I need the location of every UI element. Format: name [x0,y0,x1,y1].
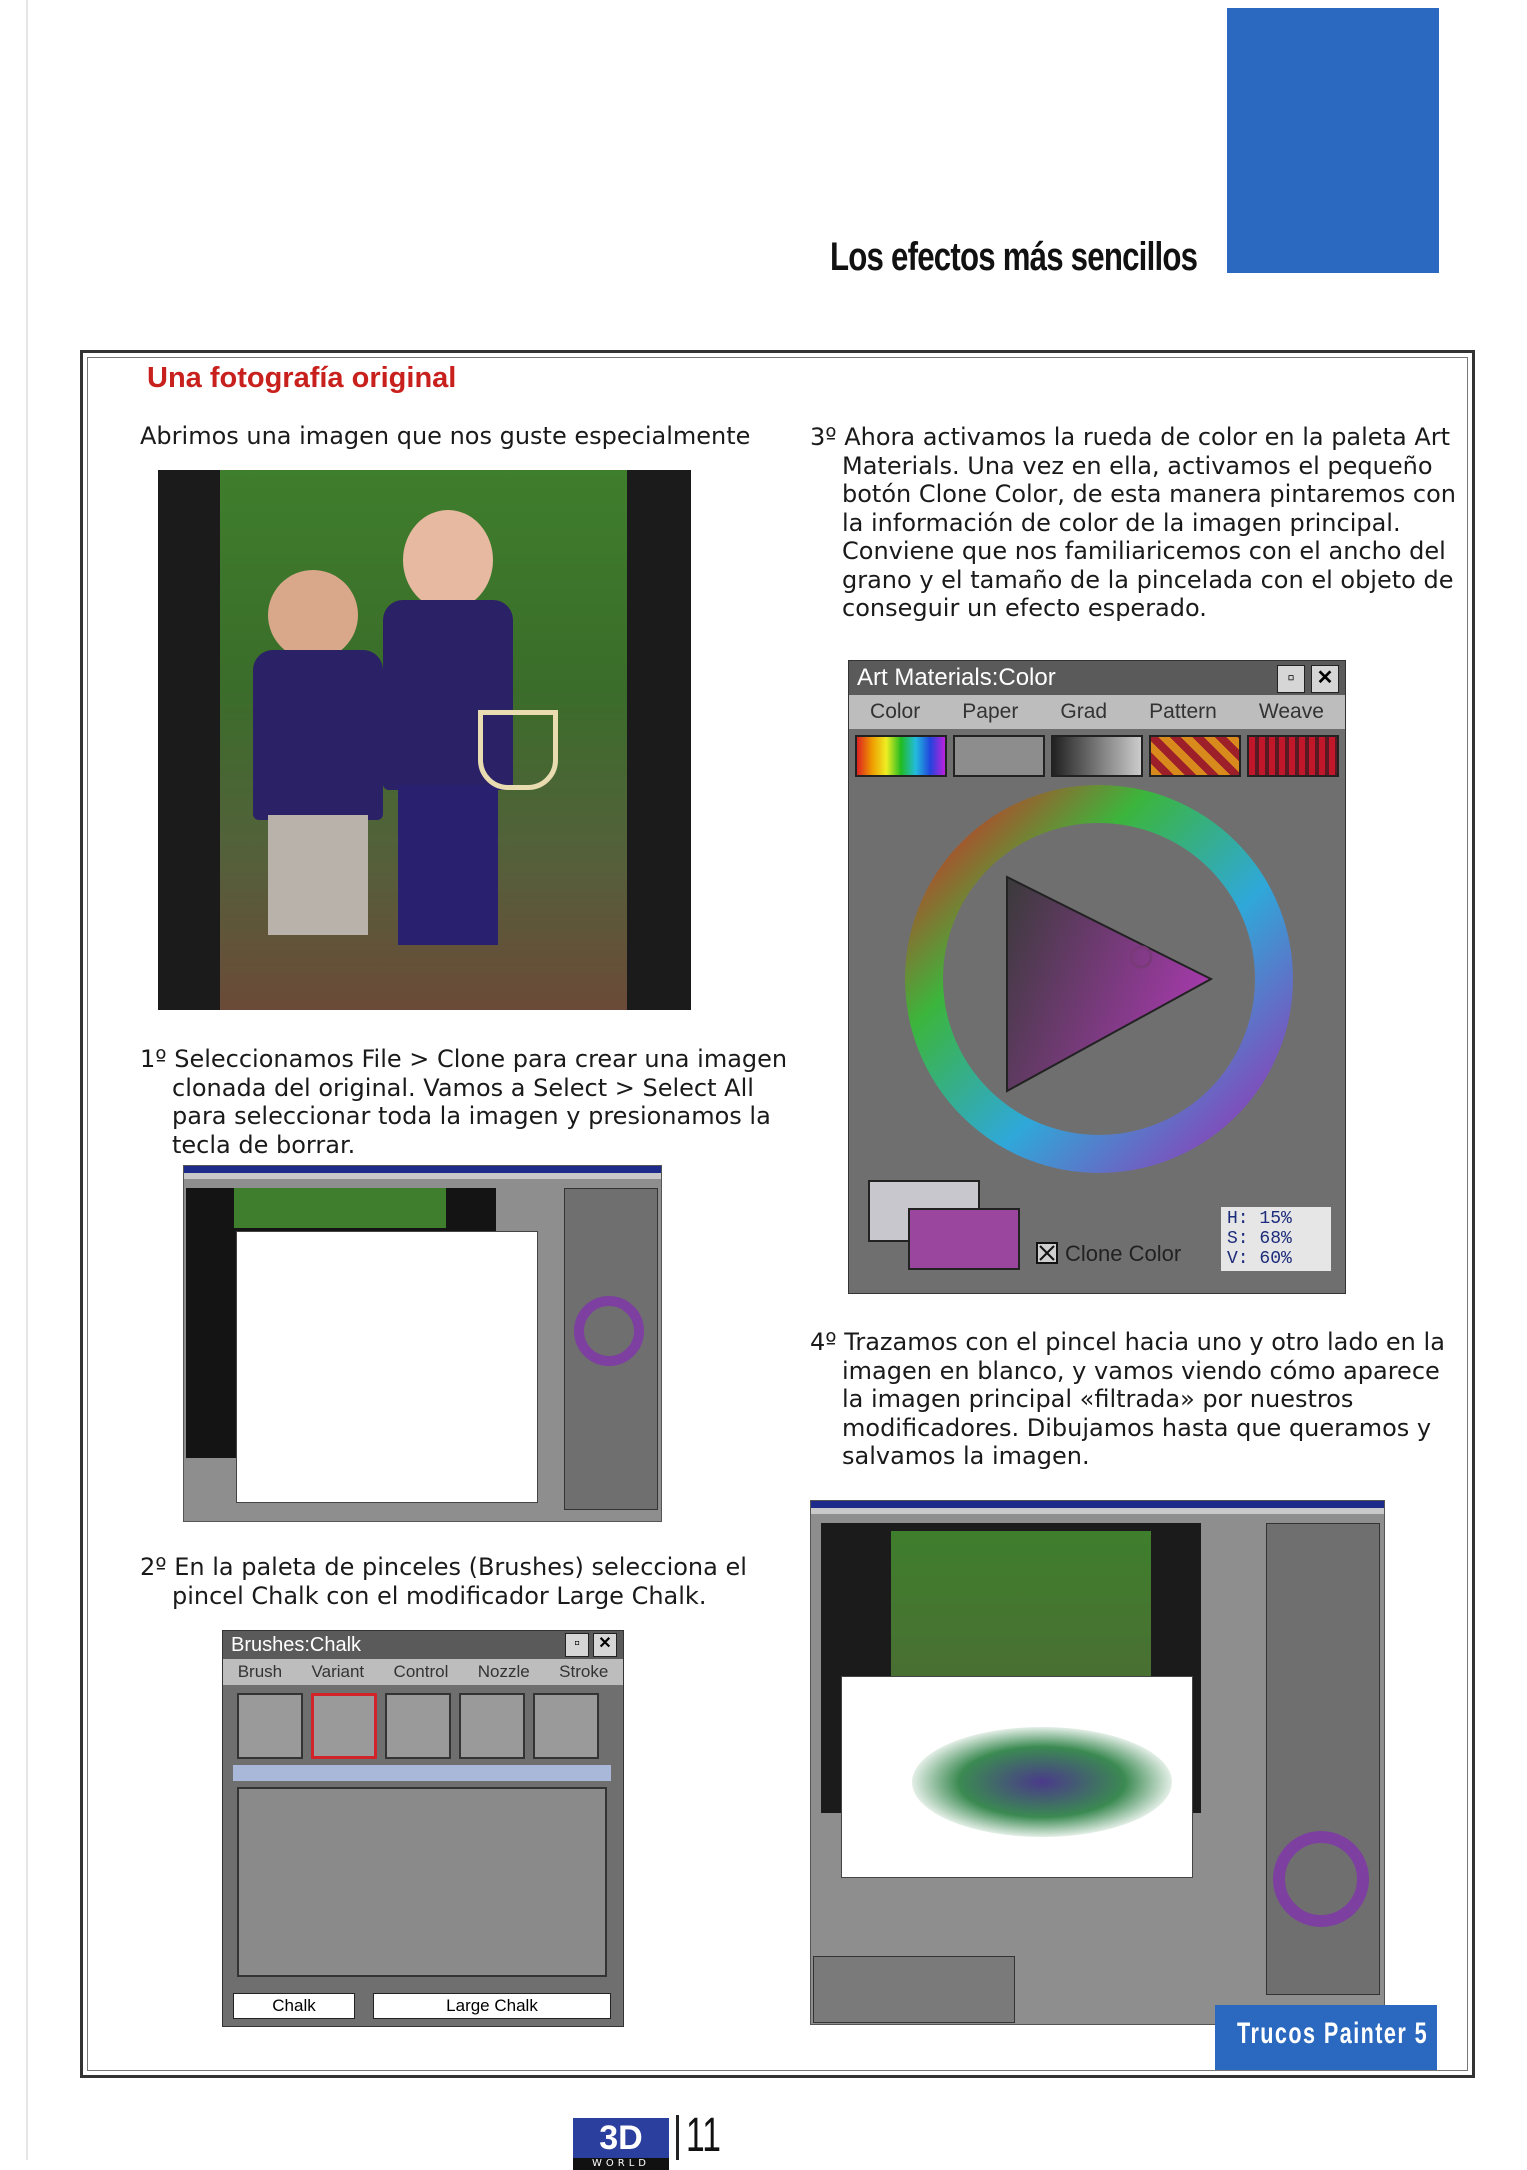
clone-image-window [236,1231,538,1503]
tab-variant[interactable]: Variant [311,1662,365,1681]
pen-icon[interactable] [385,1693,451,1759]
weave-swatch[interactable] [1247,735,1339,777]
section-footer-bar [1215,2005,1437,2070]
close-button[interactable]: ✕ [1311,665,1339,693]
app-menu-bar [811,1508,1384,1514]
art-materials-tab-bar [849,695,1345,729]
brushes-title: Brushes:Chalk [223,1631,623,1659]
hue-value: H: 15% [1227,1209,1292,1229]
app-title-bar [184,1166,661,1173]
logo-world: WORLD [573,2158,669,2170]
page-number: 11 [686,2109,721,2162]
brush-icon[interactable] [237,1693,303,1759]
variant-name-field[interactable]: Large Chalk [373,1993,611,2019]
intro-text: Abrimos una imagen que nos guste especialmente [140,422,751,450]
tab-control[interactable]: Control [393,1662,449,1681]
magazine-logo [573,2118,669,2170]
saturation-triangle[interactable] [1007,877,1211,1091]
brush-controls-palette [813,1956,1015,2023]
brushes-tab-bar [223,1659,623,1685]
restore-button[interactable]: ▫ [1277,665,1305,693]
tab-stroke[interactable]: Stroke [559,1662,609,1681]
airbrush-icon[interactable] [459,1693,525,1759]
tab-weave[interactable]: Weave [1258,700,1324,723]
art-materials-palette [848,660,1346,1294]
page-number-divider [676,2115,679,2160]
app-title-bar [811,1501,1384,1508]
close-button[interactable]: ✕ [593,1633,617,1657]
pencil-icon[interactable] [533,1693,599,1759]
section-footer-label: Trucos Painter 5 [1237,2017,1429,2050]
paper-swatch[interactable] [953,735,1045,777]
clone-image-window [841,1676,1193,1878]
brush-name-field[interactable]: Chalk [233,1993,355,2019]
corner-accent-block [1227,8,1439,273]
chalk-brush-icon[interactable] [311,1693,377,1759]
clone-color-label[interactable]: Clone Color [1065,1241,1182,1266]
step-2-text: 2º En la paleta de pinceles (Brushes) selecciona el pincel Chalk con el modificador Large Chalk. [140,1553,747,1610]
tab-grad[interactable]: Grad [1060,700,1108,723]
hsv-readout [1221,1207,1331,1271]
tab-paper[interactable]: Paper [962,700,1019,723]
brushes-palette [222,1630,624,2027]
page-margin-line [26,0,28,2160]
pattern-swatch[interactable] [1149,735,1241,777]
page-title: Los efectos más sencillos [830,235,1198,279]
tab-nozzle[interactable]: Nozzle [477,1662,530,1681]
selected-brushes-row [237,1693,607,1759]
art-materials-title: Art Materials:Color [849,661,1345,695]
step-1-text: 1º Seleccionamos File > Clone para crear una imagen clonada del original. Vamos a Select > Select All para seleccionar toda la imagen y presionamos la tecla de borrar. [140,1045,788,1159]
original-photo [158,470,691,1010]
brush-drawer[interactable] [237,1787,607,1977]
tab-color[interactable]: Color [870,700,921,723]
grad-swatch[interactable] [1051,735,1143,777]
step-3-text: 3º Ahora activamos la rueda de color en la paleta Art Materials. Una vez en ella, activamos el pequeño botón Clone Color, de esta manera pintaremos con la información de color de la imagen principal. Conviene que nos familiaricemos con el ancho del grano y el tamaño de la pincelada con el objeto de conseguir un efecto esperado. [810,423,1457,622]
clone-screenshot [183,1165,662,1522]
restore-button[interactable]: ▫ [565,1633,589,1657]
app-menu-bar [184,1173,661,1179]
main-image-window [891,1531,1151,1691]
tab-brush[interactable]: Brush [237,1662,283,1681]
painting-screenshot [810,1500,1385,2025]
value-value: V: 60% [1227,1249,1292,1269]
drawer-divider[interactable] [233,1765,611,1781]
step-4-text: 4º Trazamos con el pincel hacia uno y otro lado en la imagen en blanco, y vamos viendo cómo aparece la imagen principal «filtrada» por nuestros modificadores. Dibujamos hasta que queramos y salvamos la imagen. [810,1328,1445,1470]
section-heading: Una fotografía original [147,362,457,394]
primary-color-swatch[interactable] [909,1209,1019,1269]
tab-pattern[interactable]: Pattern [1149,700,1217,723]
logo-3d: 3D [573,2118,669,2158]
color-swatch[interactable] [855,735,947,777]
saturation-value: S: 68% [1227,1229,1292,1249]
